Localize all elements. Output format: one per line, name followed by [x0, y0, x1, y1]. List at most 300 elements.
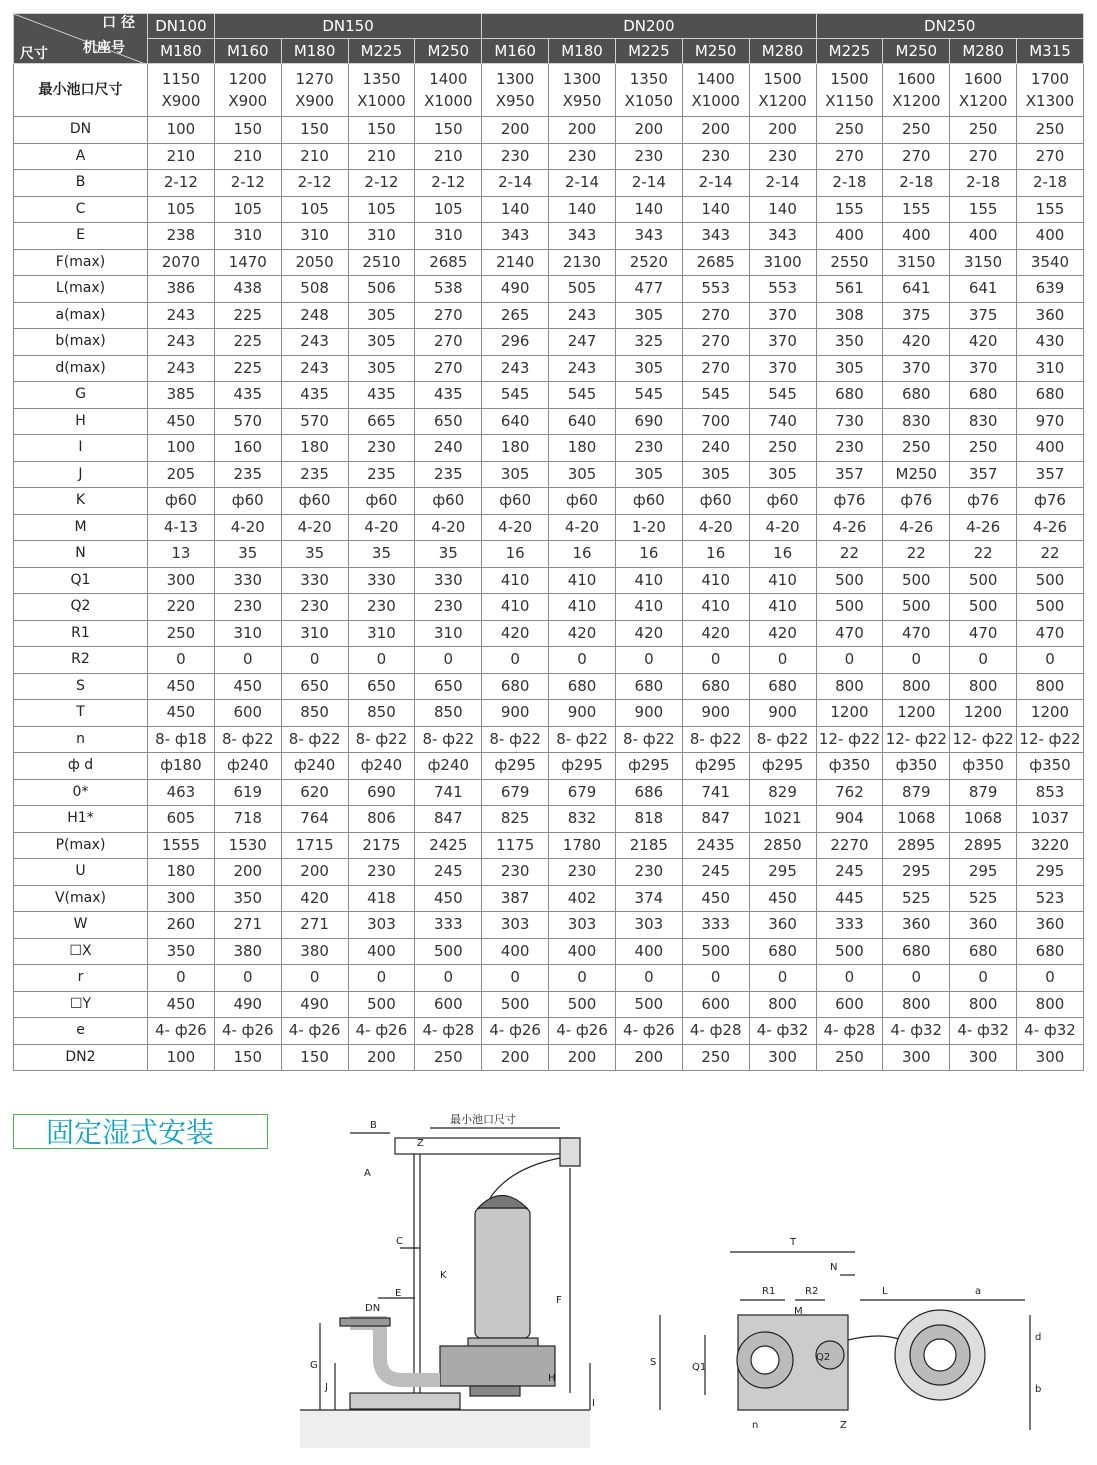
table-cell: 450: [682, 885, 749, 912]
pit-size-width: X1150: [825, 92, 874, 110]
table-cell: 333: [682, 912, 749, 939]
table-cell: 370: [883, 355, 950, 382]
table-cell: 410: [615, 567, 682, 594]
table-cell: 4- ф26: [615, 1018, 682, 1045]
table-cell: 360: [1017, 302, 1084, 329]
table-cell: 230: [482, 859, 549, 886]
table-cell: 4- ф28: [415, 1018, 482, 1045]
table-cell: 4- ф26: [482, 1018, 549, 1045]
table-row: [14, 779, 1084, 806]
table-cell: 150: [415, 117, 482, 144]
pit-size-width: X900: [228, 92, 268, 110]
table-cell: 420: [749, 620, 816, 647]
table-cell: 2895: [950, 832, 1017, 859]
table-cell: 0: [281, 965, 348, 992]
table-cell: 700: [682, 408, 749, 435]
table-cell: 570: [214, 408, 281, 435]
table-cell: 680: [883, 938, 950, 965]
table-cell: 490: [214, 991, 281, 1018]
table-cell: 250: [1017, 117, 1084, 144]
table-cell: 270: [883, 143, 950, 170]
table-cell: 270: [682, 302, 749, 329]
table-cell: 619: [214, 779, 281, 806]
table-cell: 225: [214, 329, 281, 356]
pit-size-length: 1200: [228, 70, 267, 88]
row-label: E: [14, 223, 148, 250]
table-row: [14, 143, 1084, 170]
row-label: DN: [14, 117, 148, 144]
pit-size-cell: [281, 64, 348, 117]
model-header: M180: [281, 39, 348, 64]
table-cell: 4- ф26: [549, 1018, 616, 1045]
table-row: [14, 488, 1084, 515]
table-cell: ф60: [148, 488, 215, 515]
pit-size-cell: [950, 64, 1017, 117]
dim-b: B: [370, 1120, 377, 1131]
dim-n: N: [830, 1262, 838, 1273]
table-cell: 230: [682, 143, 749, 170]
table-cell: 0: [148, 647, 215, 674]
table-cell: 435: [214, 382, 281, 409]
table-cell: 450: [148, 700, 215, 727]
table-cell: 200: [549, 1044, 616, 1071]
table-cell: 0: [615, 647, 682, 674]
table-cell: 641: [950, 276, 1017, 303]
table-cell: 0: [348, 647, 415, 674]
table-cell: 385: [148, 382, 215, 409]
table-cell: 741: [682, 779, 749, 806]
table-cell: 1470: [214, 249, 281, 276]
table-cell: 380: [214, 938, 281, 965]
model-header: M280: [749, 39, 816, 64]
table-cell: 4- ф32: [883, 1018, 950, 1045]
table-cell: 330: [415, 567, 482, 594]
table-cell: 800: [950, 991, 1017, 1018]
table-cell: 1175: [482, 832, 549, 859]
table-cell: 420: [281, 885, 348, 912]
table-cell: 360: [749, 912, 816, 939]
table-cell: 718: [214, 806, 281, 833]
table-cell: 470: [883, 620, 950, 647]
table-cell: 333: [415, 912, 482, 939]
table-cell: 100: [148, 435, 215, 462]
table-cell: 764: [281, 806, 348, 833]
table-cell: 225: [214, 355, 281, 382]
table-cell: 308: [816, 302, 883, 329]
table-cell: 400: [615, 938, 682, 965]
table-cell: 900: [482, 700, 549, 727]
pit-size-cell: [1017, 64, 1084, 117]
table-cell: ф60: [482, 488, 549, 515]
table-cell: 310: [214, 223, 281, 250]
pit-size-cell: [749, 64, 816, 117]
table-cell: 230: [415, 594, 482, 621]
dim-t: T: [790, 1237, 797, 1248]
dim-m: M: [794, 1306, 803, 1317]
table-cell: 490: [281, 991, 348, 1018]
table-row: [14, 1018, 1084, 1045]
table-cell: 500: [682, 938, 749, 965]
table-cell: 310: [1017, 355, 1084, 382]
table-cell: 470: [1017, 620, 1084, 647]
table-cell: 271: [281, 912, 348, 939]
table-cell: 3540: [1017, 249, 1084, 276]
table-cell: ф60: [549, 488, 616, 515]
table-cell: 2435: [682, 832, 749, 859]
table-row: [14, 276, 1084, 303]
dim-g: G: [310, 1360, 318, 1371]
table-row: [14, 1044, 1084, 1071]
table-cell: 140: [482, 196, 549, 223]
table-cell: 600: [816, 991, 883, 1018]
table-cell: 235: [214, 461, 281, 488]
table-cell: 410: [749, 594, 816, 621]
table-cell: 375: [950, 302, 1017, 329]
table-cell: 375: [883, 302, 950, 329]
table-cell: 8- ф22: [549, 726, 616, 753]
table-cell: 4-26: [950, 514, 1017, 541]
table-cell: 296: [482, 329, 549, 356]
table-cell: 305: [816, 355, 883, 382]
table-cell: 150: [214, 117, 281, 144]
pit-size-width: X1050: [624, 92, 674, 110]
table-cell: 1200: [1017, 700, 1084, 727]
row-label: A: [14, 143, 148, 170]
table-cell: 310: [415, 620, 482, 647]
table-cell: 8- ф22: [214, 726, 281, 753]
table-cell: 400: [1017, 223, 1084, 250]
table-cell: 300: [749, 1044, 816, 1071]
table-cell: 230: [549, 859, 616, 886]
table-cell: 303: [615, 912, 682, 939]
table-cell: 450: [415, 885, 482, 912]
table-cell: ф60: [615, 488, 682, 515]
table-cell: 295: [749, 859, 816, 886]
row-label: b(max): [14, 329, 148, 356]
table-cell: 445: [816, 885, 883, 912]
table-cell: M250: [883, 461, 950, 488]
table-cell: 829: [749, 779, 816, 806]
dim-q2: Q2: [816, 1352, 831, 1363]
table-cell: 305: [549, 461, 616, 488]
table-cell: 0: [1017, 965, 1084, 992]
table-cell: 410: [682, 567, 749, 594]
table-cell: 200: [214, 859, 281, 886]
table-cell: 270: [816, 143, 883, 170]
table-cell: 8- ф22: [749, 726, 816, 753]
table-cell: 450: [214, 673, 281, 700]
table-cell: 100: [148, 1044, 215, 1071]
table-cell: 1-20: [615, 514, 682, 541]
table-cell: 847: [682, 806, 749, 833]
table-cell: 303: [549, 912, 616, 939]
table-cell: 680: [950, 938, 1017, 965]
table-cell: 230: [482, 143, 549, 170]
pit-size-cell: [415, 64, 482, 117]
table-cell: 325: [615, 329, 682, 356]
table-cell: 1068: [950, 806, 1017, 833]
table-cell: 1200: [950, 700, 1017, 727]
table-cell: 2270: [816, 832, 883, 859]
model-header: M180: [148, 39, 215, 64]
row-label: Q1: [14, 567, 148, 594]
table-cell: 830: [883, 408, 950, 435]
table-cell: 420: [682, 620, 749, 647]
table-row: [14, 408, 1084, 435]
table-cell: 374: [615, 885, 682, 912]
table-cell: 0: [148, 965, 215, 992]
table-cell: ф60: [682, 488, 749, 515]
table-cell: 2685: [415, 249, 482, 276]
table-cell: 270: [682, 355, 749, 382]
table-cell: 2-14: [482, 170, 549, 197]
table-cell: 243: [281, 329, 348, 356]
pit-size-cell: [214, 64, 281, 117]
table-cell: 538: [415, 276, 482, 303]
pit-size-cell: [549, 64, 616, 117]
table-cell: 680: [482, 673, 549, 700]
table-cell: 545: [549, 382, 616, 409]
table-cell: 387: [482, 885, 549, 912]
table-cell: 2130: [549, 249, 616, 276]
table-cell: 410: [682, 594, 749, 621]
dim-z: Z: [417, 1138, 424, 1149]
table-cell: 0: [549, 965, 616, 992]
pit-size-cell: [482, 64, 549, 117]
table-cell: 300: [950, 1044, 1017, 1071]
table-row: [14, 991, 1084, 1018]
table-cell: 2140: [482, 249, 549, 276]
table-cell: 235: [348, 461, 415, 488]
pit-size-width: X950: [495, 92, 535, 110]
pit-size-width: X900: [295, 92, 335, 110]
table-row: [14, 594, 1084, 621]
table-cell: 730: [816, 408, 883, 435]
table-cell: 305: [615, 302, 682, 329]
table-cell: 245: [682, 859, 749, 886]
table-cell: 270: [415, 302, 482, 329]
table-cell: 360: [950, 912, 1017, 939]
table-row: [14, 382, 1084, 409]
table-cell: 740: [749, 408, 816, 435]
table-cell: 680: [816, 382, 883, 409]
pit-size-length: 1350: [362, 70, 401, 88]
table-cell: ф180: [148, 753, 215, 780]
table-cell: ф76: [883, 488, 950, 515]
table-cell: 830: [950, 408, 1017, 435]
table-cell: 2-14: [549, 170, 616, 197]
table-cell: 4- ф26: [281, 1018, 348, 1045]
table-cell: 105: [348, 196, 415, 223]
table-cell: 741: [415, 779, 482, 806]
table-cell: 680: [682, 673, 749, 700]
table-row: [14, 355, 1084, 382]
table-cell: 270: [415, 355, 482, 382]
table-cell: 900: [615, 700, 682, 727]
table-cell: 140: [749, 196, 816, 223]
table-cell: 295: [883, 859, 950, 886]
table-cell: 850: [415, 700, 482, 727]
install-title: 固定湿式安装: [13, 1114, 268, 1149]
table-cell: 250: [682, 1044, 749, 1071]
table-cell: ф240: [281, 753, 348, 780]
table-cell: 210: [415, 143, 482, 170]
table-cell: 2-14: [615, 170, 682, 197]
table-cell: ф295: [482, 753, 549, 780]
table-cell: 3100: [749, 249, 816, 276]
row-label: I: [14, 435, 148, 462]
group-dn150: DN150: [214, 14, 481, 39]
dim-b-small: b: [1035, 1384, 1042, 1395]
table-cell: 470: [950, 620, 1017, 647]
table-cell: 8- ф18: [148, 726, 215, 753]
table-cell: 680: [950, 382, 1017, 409]
row-label: R2: [14, 647, 148, 674]
table-cell: 200: [682, 117, 749, 144]
table-cell: 4- ф26: [148, 1018, 215, 1045]
table-cell: 140: [615, 196, 682, 223]
pit-size-cell: [615, 64, 682, 117]
table-cell: 16: [549, 541, 616, 568]
table-cell: 250: [816, 1044, 883, 1071]
top-view-drawing: [650, 1230, 1050, 1440]
table-cell: 500: [816, 938, 883, 965]
table-cell: 800: [1017, 991, 1084, 1018]
table-cell: ф60: [348, 488, 415, 515]
row-label: C: [14, 196, 148, 223]
header-group-row: [14, 14, 1084, 39]
table-cell: 4- ф32: [950, 1018, 1017, 1045]
table-cell: 686: [615, 779, 682, 806]
pit-size-width: X1200: [958, 92, 1008, 110]
table-row: [14, 461, 1084, 488]
row-label: Q2: [14, 594, 148, 621]
row-label: N: [14, 541, 148, 568]
table-cell: 2-12: [348, 170, 415, 197]
table-cell: ф350: [950, 753, 1017, 780]
table-cell: 680: [1017, 382, 1084, 409]
table-cell: 155: [816, 196, 883, 223]
table-cell: 679: [482, 779, 549, 806]
table-row: [14, 249, 1084, 276]
table-cell: 230: [549, 143, 616, 170]
table-cell: 200: [348, 1044, 415, 1071]
table-cell: 250: [950, 117, 1017, 144]
table-cell: 12- ф22: [883, 726, 950, 753]
table-cell: ф350: [816, 753, 883, 780]
table-cell: 650: [281, 673, 348, 700]
table-cell: 330: [214, 567, 281, 594]
table-cell: 500: [816, 567, 883, 594]
table-cell: 553: [682, 276, 749, 303]
table-cell: 680: [1017, 938, 1084, 965]
table-cell: 270: [682, 329, 749, 356]
table-cell: 303: [482, 912, 549, 939]
table-cell: 343: [615, 223, 682, 250]
table-cell: 310: [348, 620, 415, 647]
table-cell: 400: [883, 223, 950, 250]
table-cell: 505: [549, 276, 616, 303]
table-cell: 225: [214, 302, 281, 329]
model-header: M225: [615, 39, 682, 64]
dim-j: J: [325, 1382, 328, 1393]
table-cell: 500: [950, 567, 1017, 594]
table-cell: 200: [482, 117, 549, 144]
table-cell: 410: [749, 567, 816, 594]
table-cell: 420: [950, 329, 1017, 356]
table-cell: 370: [950, 355, 1017, 382]
table-cell: 4- ф32: [749, 1018, 816, 1045]
table-cell: 430: [1017, 329, 1084, 356]
table-cell: 380: [281, 938, 348, 965]
table-cell: 0: [482, 965, 549, 992]
table-cell: 1555: [148, 832, 215, 859]
row-label: G: [14, 382, 148, 409]
table-cell: 650: [415, 673, 482, 700]
row-label: e: [14, 1018, 148, 1045]
table-cell: 343: [682, 223, 749, 250]
row-label: S: [14, 673, 148, 700]
spec-table: [13, 13, 1084, 1071]
table-cell: 4-20: [482, 514, 549, 541]
table-cell: 600: [214, 700, 281, 727]
table-cell: 155: [1017, 196, 1084, 223]
table-cell: 800: [749, 991, 816, 1018]
table-cell: 545: [682, 382, 749, 409]
table-cell: 8- ф22: [682, 726, 749, 753]
table-cell: 4-26: [816, 514, 883, 541]
table-cell: 506: [348, 276, 415, 303]
table-cell: 690: [615, 408, 682, 435]
table-row: [14, 647, 1084, 674]
table-cell: 420: [883, 329, 950, 356]
table-cell: 0: [549, 647, 616, 674]
table-cell: 243: [148, 302, 215, 329]
pit-size-width: X1000: [691, 92, 740, 110]
row-label: 0*: [14, 779, 148, 806]
table-row: [14, 223, 1084, 250]
table-cell: 450: [749, 885, 816, 912]
pit-size-length: 1400: [696, 70, 735, 88]
model-header: M180: [549, 39, 616, 64]
table-cell: 343: [482, 223, 549, 250]
table-cell: 0: [415, 647, 482, 674]
row-label: a(max): [14, 302, 148, 329]
table-cell: 570: [281, 408, 348, 435]
table-cell: 500: [950, 594, 1017, 621]
table-cell: 435: [281, 382, 348, 409]
table-cell: 2510: [348, 249, 415, 276]
table-cell: 879: [883, 779, 950, 806]
row-label: T: [14, 700, 148, 727]
table-cell: 3220: [1017, 832, 1084, 859]
dim-i: I: [592, 1398, 595, 1409]
table-cell: 243: [549, 302, 616, 329]
row-label: ☐X: [14, 938, 148, 965]
table-cell: 680: [883, 382, 950, 409]
table-cell: 600: [682, 991, 749, 1018]
table-cell: 360: [883, 912, 950, 939]
table-cell: 305: [482, 461, 549, 488]
table-cell: 2-14: [749, 170, 816, 197]
table-cell: 8- ф22: [482, 726, 549, 753]
table-cell: 1021: [749, 806, 816, 833]
table-row: [14, 859, 1084, 886]
table-cell: 904: [816, 806, 883, 833]
table-cell: 800: [950, 673, 1017, 700]
table-cell: 500: [1017, 567, 1084, 594]
table-cell: 200: [615, 1044, 682, 1071]
